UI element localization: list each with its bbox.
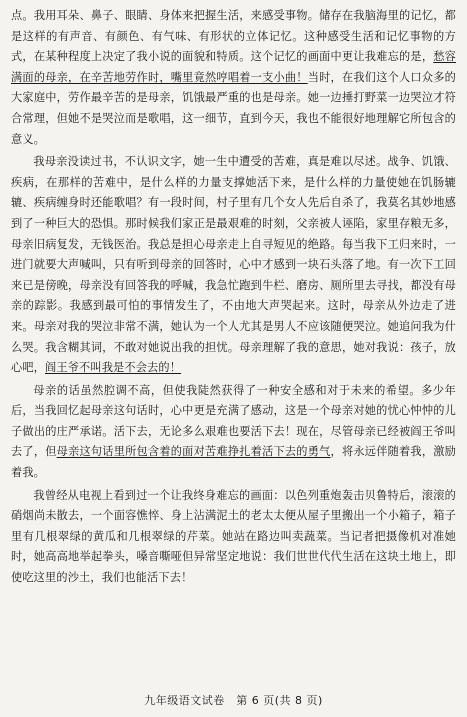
paragraph-words-text-a: 母亲的话虽然腔调不高，但使我陡然获得了一种安全感和对于未来的希望。多少年后，当我回忆起母亲这句话时，心中更是充满了感动，这是一个母亲对她的忧心忡忡的儿子做出的庄严承诺。活下去，无论多么艰难也要活下去！现在，尽管母亲已经被阎王爷叫去了，但 [11,383,456,459]
paragraph-mother-text-a: 我母亲没读过书，不认识文字，她一生中遭受的苦难，真是难以尽述。战争、饥饿、疾病，在那样的苦难中，是什么样的力量支撑她活下来，是什么样的力量使她在饥肠辘辘、疾病缠身时还能歌唱？有一段时间，村子里有几个女人先后自杀了，我莫名其妙地感到了一种巨大的恐惧。那时候我们家正是最艰难的时刻，父亲被人诬陷，家里存粮无多，母亲旧病复发，无钱医治。我总是担心母亲走上自寻短见的绝路。每当我下工归来时，一进门就要大声喊叫，只有听到母亲的回答时，心中才感到一块石头落了地。有一次下工回来已是傍晚，母亲没有回答我的呼喊，我急忙跑到牛栏、磨房、厕所里去寻找，都没有母亲的踪影。我感到最可怕的事情发生了，不由地大声哭起来。这时，母亲从外边走了进来。母亲对我的哭泣非常不满，她认为一个人尤其是男人不应该随便哭泣。她追问我为什么哭。我含糊其词，不敢对她说出我的担忧。母亲理解了我的意思，她对我说：孩子，放心吧， [11,155,456,375]
page-footer: 九年级语文试卷 第 6 页(共 8 页) [144,694,323,707]
paragraph-words-underlined: 母亲这句话里所包含着的面对苦难挣扎着活下去的勇气 [56,445,331,459]
paragraph-memory-underlined: 愁容满面的母亲，在辛苦地劳作时，嘴里竟然哼唱着一支小曲！ [11,50,456,84]
paragraph-mother-suffering [11,152,456,379]
paragraph-tv-text: 我曾经从电视上看到过一个让我终身难忘的画面：以色列重炮轰击贝鲁特后，滚滚的硝烟尚未散去，一个面容憔悴、身上沾满泥土的老太太便从屋子里搬出一个小箱子，箱子里有几根翠绿的黄瓜和几根翠绿的芹菜。她站在路边叫卖蔬菜。当记者把摄像机对准她时，她高高地举起拳头，嗓音嘶哑但异常坚定地说：我们世世代代生活在这块土地上，即使吃这里的沙土，我们也能活下去！ [11,488,456,585]
paragraph-mother-words [11,381,456,484]
paragraph-tv-scene [11,486,456,589]
paragraph-mother-underlined: 阎王爷不叫我是不会去的！ [45,361,182,375]
paragraph-memory [11,6,456,150]
paragraph-words-text-c: ，将永远伴随着我，激励着我。 [11,445,457,480]
paragraph-memory-text-a: 点。我用耳朵、鼻子、眼睛、身体来把握生活，来感受事物。储存在我脑海里的记忆，都是这样的有声音、有颜色、有气味、有形状的立体记忆。这种感受生活和记忆事物的方式，在某种程度上决定了我小说的面貌和特质。这个记忆的画面中更让我难忘的是， [11,9,456,64]
paragraph-memory-text-c: 当时，在我们这个人口众多的大家庭中，劳作最辛苦的是母亲，饥饿最严重的也是母亲。她一边捶打野菜一边哭泣才符合常理，但她不是哭泣而是歌唱，这一细节，直到今天，我也不能很好地理解它所包含的意义。 [11,70,457,146]
